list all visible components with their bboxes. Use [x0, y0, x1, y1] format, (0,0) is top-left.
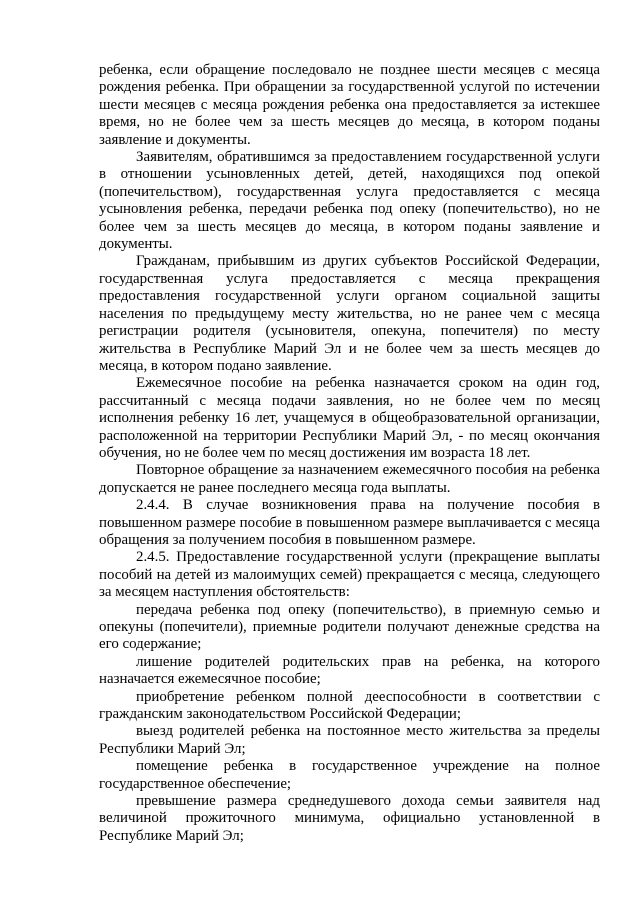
- paragraph-benefit-term: Ежемесячное пособие на ребенка назначается сроком на один год, рассчитанный с месяца подачи заявления, но не более чем по месяц исполнения ребенку 16 лет, учащемуся в общеобразовательной организации, расположенной на территории Республики Марий Эл, - по месяц окончания обучения, но не более чем по месяц достижения им возраста 18 лет.: [99, 375, 600, 461]
- paragraph-2-4-5: 2.4.5. Предоставление государственной услуги (прекращение выплаты пособий на детей из малоимущих семей) прекращается с месяца, следующего за месяцем наступления обстоятельств:: [99, 549, 600, 601]
- paragraph-continuation: ребенка, если обращение последовало не позднее шести месяцев с месяца рождения ребенка. При обращении за государственной услугой по истечении шести месяцев с месяца рождения ребенка она предоставляется за истекшее время, но не более чем за шесть месяцев до месяца, в котором поданы заявление и документы.: [99, 62, 600, 148]
- list-item-parental-rights: лишение родителей родительских прав на ребенка, на которого назначается ежемесячное пособие;: [99, 653, 600, 688]
- paragraph-2-4-4: 2.4.4. В случае возникновения права на получение пособия в повышенном размере пособие в повышенном размере выплачивается с месяца обращения за получением пособия в повышенном размере.: [99, 497, 600, 548]
- paragraph-repeat-application: Повторное обращение за назначением ежемесячного пособия на ребенка допускается не ранее последнего месяца года выплаты.: [99, 462, 600, 496]
- document-page: [99, 62, 600, 845]
- paragraph-arrived-citizens: Гражданам, прибывшим из других субъектов Российской Федерации, государственная услуга предоставляется с месяца прекращения предоставления государственной услуги органом социальной защиты населения по предыдущему месту жительства, но не ранее чем с месяца регистрации родителя (усыновителя, опекуна, попечителя) по месту жительства в Республике Марий Эл и не более чем за шесть месяцев до месяца, в котором подано заявление.: [99, 253, 600, 374]
- list-item-relocation: выезд родителей ребенка на постоянное место жительства за пределы Республики Марий Эл;: [99, 723, 600, 757]
- list-item-state-care: помещение ребенка в государственное учреждение на полное государственное обеспечение;: [99, 758, 600, 792]
- list-item-income-excess: превышение размера среднедушевого дохода семьи заявителя над величиной прожиточного минимума, официально установленной в Республике Марий Эл;: [99, 793, 600, 844]
- list-item-guardianship: передача ребенка под опеку (попечительство), в приемную семью и опекуны (попечители), приемные родители получают денежные средства на его содержание;: [99, 601, 600, 653]
- paragraph-adopted-children: Заявителям, обратившимся за предоставлением государственной услуги в отношении усыновленных детей, детей, находящихся под опекой (попечительством), государственная услуга предоставляется с месяца усыновления ребенка, передачи ребенка под опеку (попечительство), но не более чем за шесть месяцев до месяца, в котором поданы заявление и документы.: [99, 149, 600, 253]
- list-item-legal-capacity: приобретение ребенком полной дееспособности в соответствии с гражданским законодательством Российской Федерации;: [99, 688, 600, 723]
